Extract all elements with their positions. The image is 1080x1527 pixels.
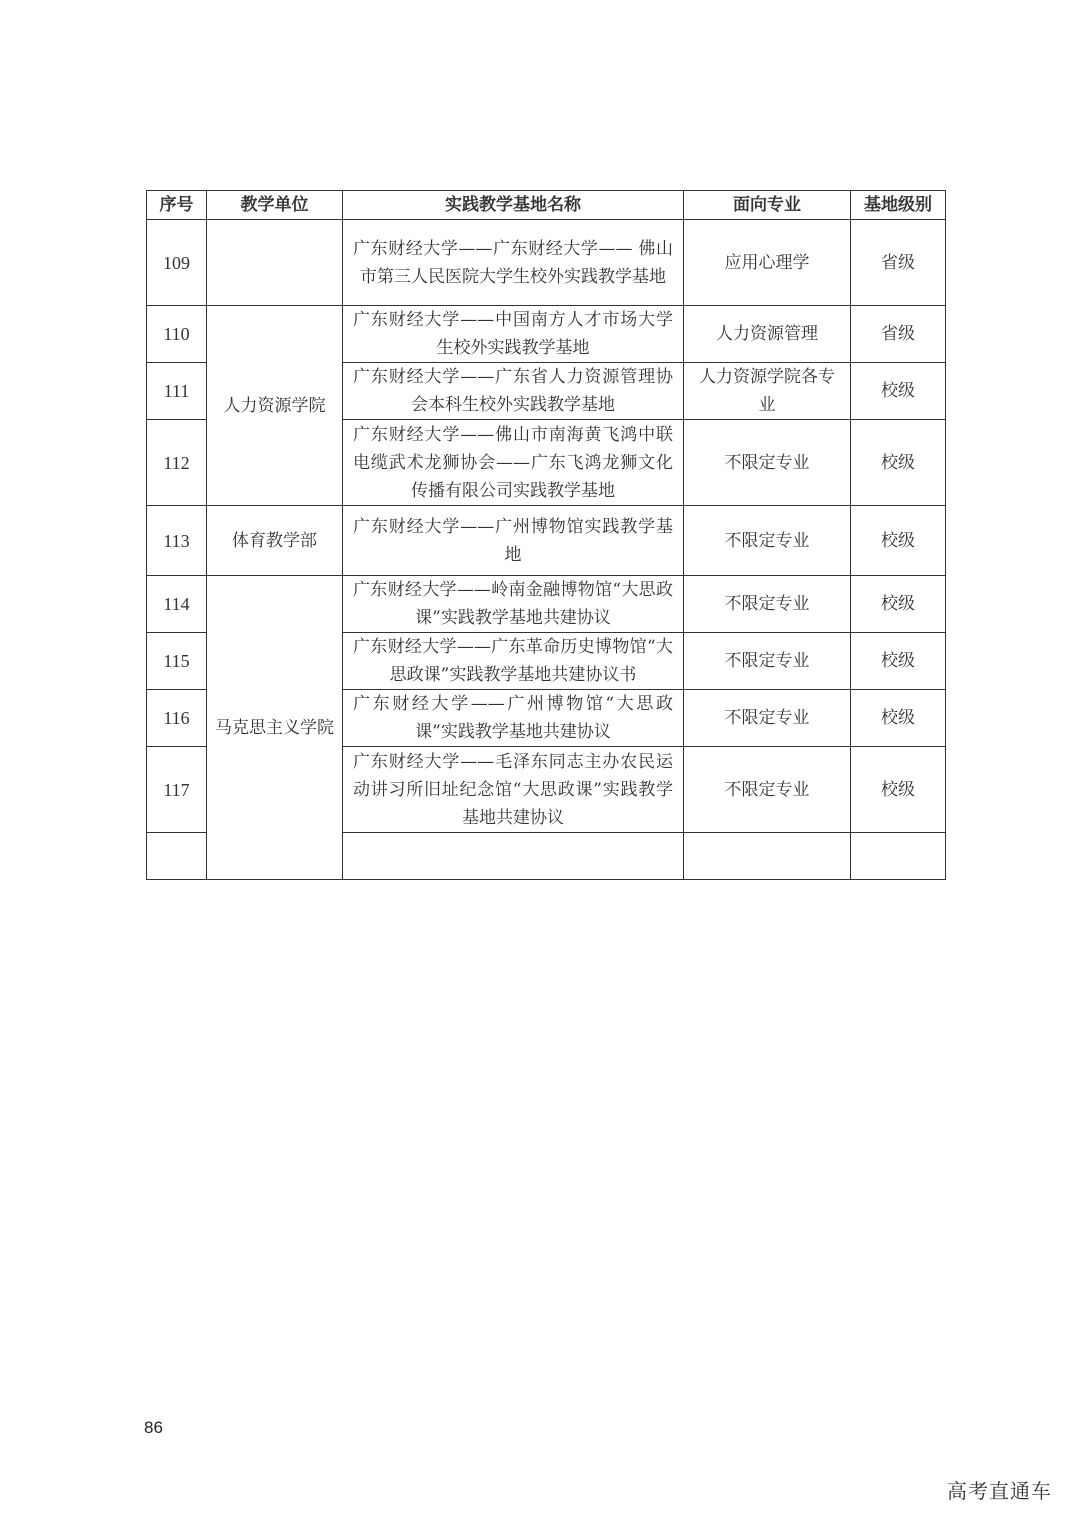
row-level: 校级: [851, 506, 946, 576]
row-serial: 114: [147, 576, 207, 633]
row-level: 校级: [851, 363, 946, 420]
row-level: 省级: [851, 306, 946, 363]
table-row: [147, 306, 946, 363]
row-base-name: 广东财经大学——广东革命历史博物馆“大思政课”实践教学基地共建协议书: [343, 633, 684, 690]
row-serial: 109: [147, 220, 207, 306]
header-base-name: 实践教学基地名称: [343, 191, 684, 220]
row-major: 不限定专业: [684, 506, 851, 576]
row-unit: 人力资源学院: [207, 306, 343, 506]
watermark-text: 高考直通车: [947, 1479, 1052, 1503]
header-unit: 教学单位: [207, 191, 343, 220]
row-level: 校级: [851, 420, 946, 506]
row-serial: [147, 833, 207, 880]
header-major: 面向专业: [684, 191, 851, 220]
row-level: 校级: [851, 576, 946, 633]
practice-base-table: [146, 190, 946, 880]
row-major: 不限定专业: [684, 747, 851, 833]
row-base-name: 广东财经大学——广州博物馆实践教学基地: [343, 506, 684, 576]
row-serial: 116: [147, 690, 207, 747]
header-level: 基地级别: [851, 191, 946, 220]
row-serial: 112: [147, 420, 207, 506]
row-base-name: 广东财经大学——岭南金融博物馆“大思政课”实践教学基地共建协议: [343, 576, 684, 633]
row-unit: [207, 220, 343, 306]
page-number: 86: [144, 1418, 163, 1437]
row-base-name: 广东财经大学——广州博物馆“大思政课”实践教学基地共建协议: [343, 690, 684, 747]
row-level: [851, 833, 946, 880]
row-level: 校级: [851, 747, 946, 833]
row-serial: 110: [147, 306, 207, 363]
header-serial: 序号: [147, 191, 207, 220]
row-serial: 113: [147, 506, 207, 576]
row-major: 不限定专业: [684, 633, 851, 690]
row-major: 不限定专业: [684, 690, 851, 747]
row-major: 不限定专业: [684, 420, 851, 506]
row-base-name: [343, 833, 684, 880]
row-level: 校级: [851, 690, 946, 747]
row-base-name: 广东财经大学——中国南方人才市场大学生校外实践教学基地: [343, 306, 684, 363]
row-unit: 体育教学部: [207, 506, 343, 576]
row-unit: 马克思主义学院: [207, 576, 343, 880]
row-base-name: 广东财经大学——广东财经大学—— 佛山市第三人民医院大学生校外实践教学基地: [343, 220, 684, 306]
row-serial: 115: [147, 633, 207, 690]
row-base-name: 广东财经大学——广东省人力资源管理协会本科生校外实践教学基地: [343, 363, 684, 420]
row-serial: 117: [147, 747, 207, 833]
row-level: 省级: [851, 220, 946, 306]
row-major: 不限定专业: [684, 576, 851, 633]
row-major: 应用心理学: [684, 220, 851, 306]
row-major: 人力资源学院各专业: [684, 363, 851, 420]
row-major: [684, 833, 851, 880]
row-serial: 111: [147, 363, 207, 420]
row-base-name: 广东财经大学——毛泽东同志主办农民运动讲习所旧址纪念馆“大思政课”实践教学基地共建协议: [343, 747, 684, 833]
table-row: [147, 576, 946, 633]
table-row: [147, 506, 946, 576]
table-header-row: [147, 191, 946, 220]
row-base-name: 广东财经大学——佛山市南海黄飞鸿中联电缆武术龙狮协会——广东飞鸿龙狮文化传播有限公司实践教学基地: [343, 420, 684, 506]
row-major: 人力资源管理: [684, 306, 851, 363]
row-level: 校级: [851, 633, 946, 690]
table-row: [147, 220, 946, 306]
